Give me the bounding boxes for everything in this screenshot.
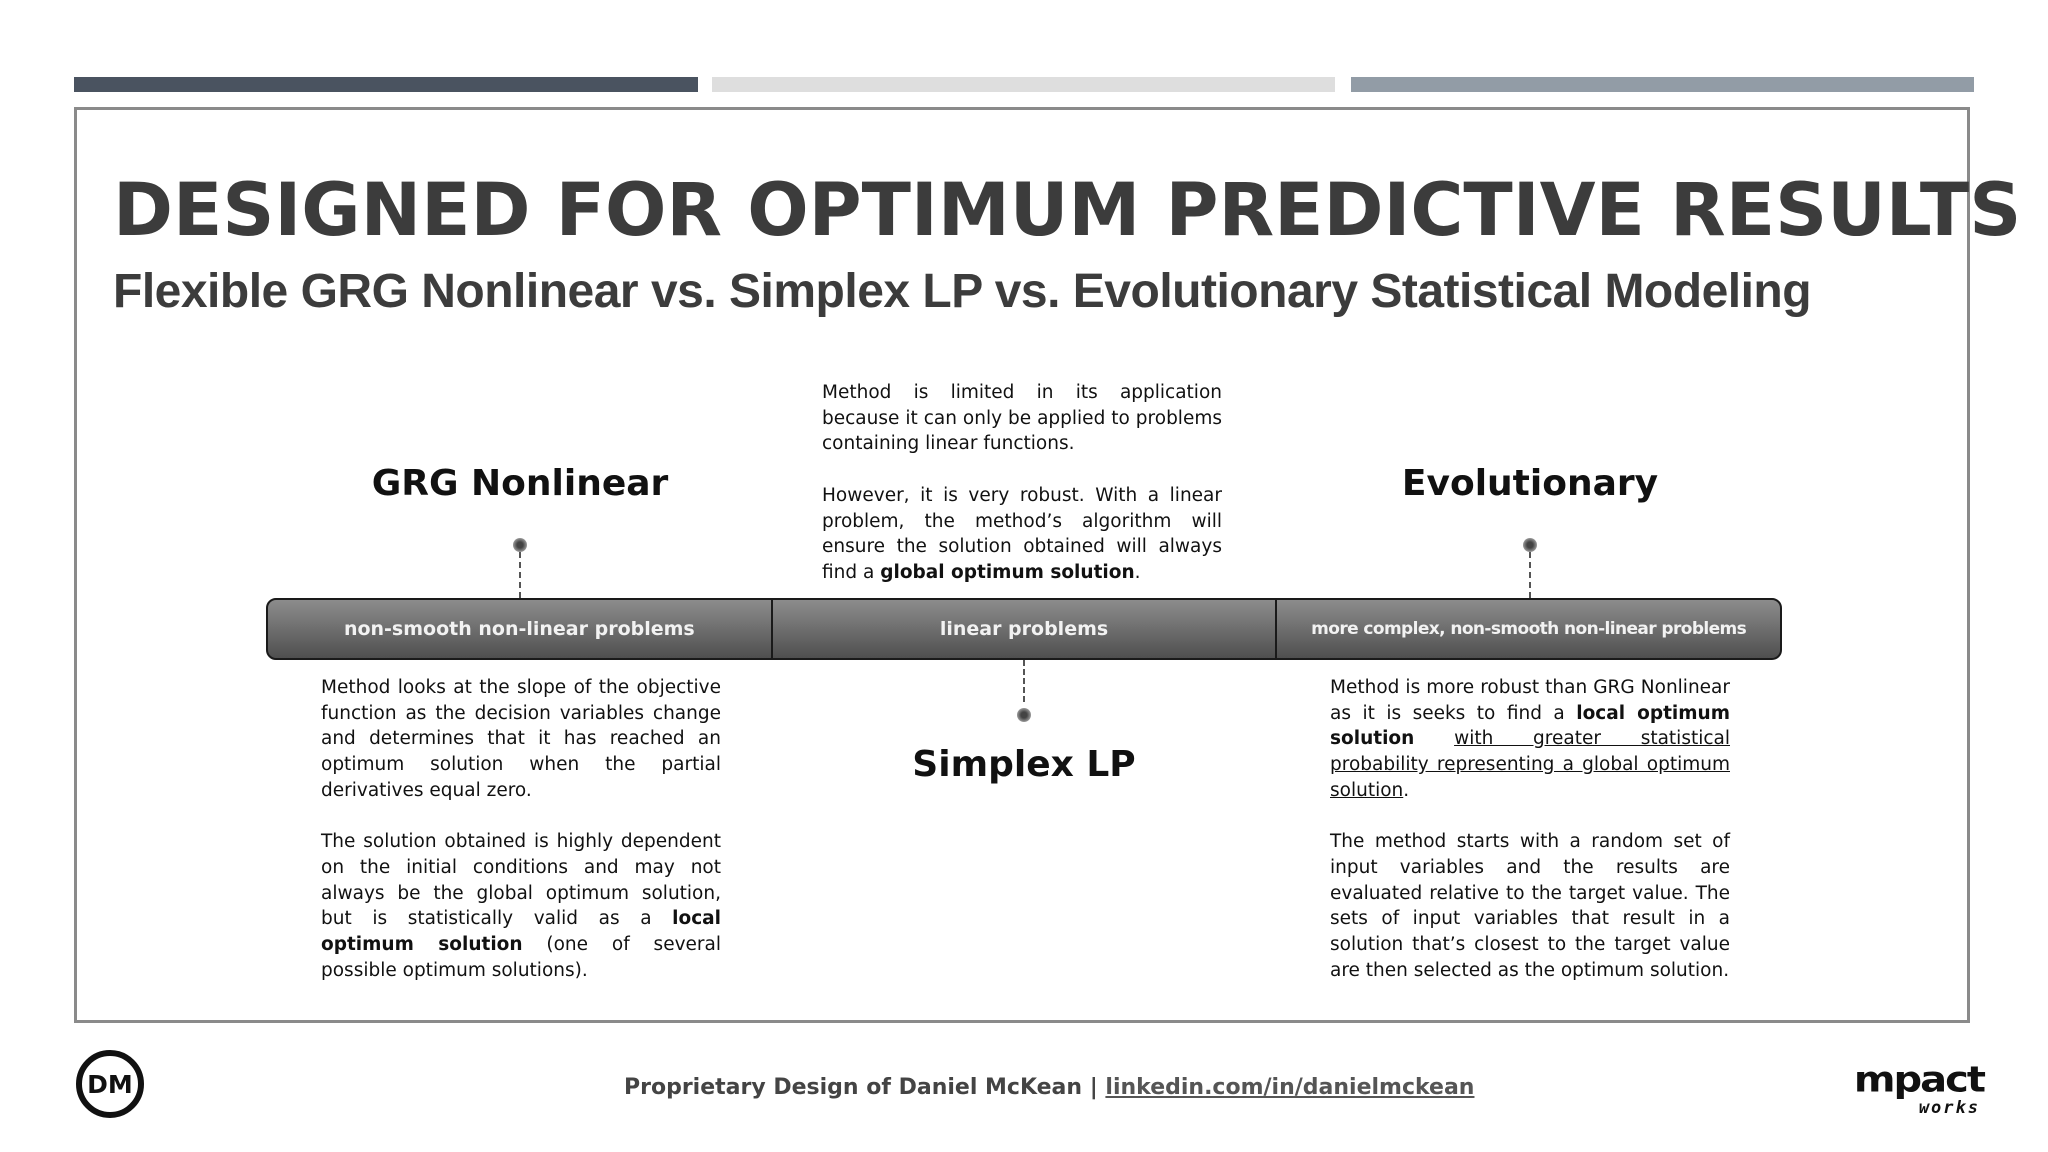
simplex-description <box>822 380 1222 586</box>
grg-connector-line <box>519 552 521 598</box>
problem-type-timeline-bar <box>266 598 1782 660</box>
segment-linear: linear problems <box>771 600 1276 658</box>
grg-nonlinear-heading: GRG Nonlinear <box>371 463 669 504</box>
global-probability-underline: with greater statistical probability representing a global optimum solution <box>1330 728 1730 801</box>
brand-logo-main: mpact <box>1853 1059 1984 1101</box>
simplex-connector-line <box>1023 660 1025 702</box>
segment-non-smooth-non-linear: non-smooth non-linear problems <box>343 618 695 640</box>
evolutionary-paragraph-1: Method is more robust than GRG Nonlinear as it is seeks to find a local optimum solution with greater statistical probability representing a global optimum solution. <box>1330 677 1730 801</box>
evolutionary-connector-node <box>1523 538 1537 552</box>
impact-works-logo <box>1834 1059 1984 1120</box>
evolutionary-heading: Evolutionary <box>1401 463 1659 504</box>
evolutionary-connector-line <box>1529 552 1531 598</box>
footer-credit: Proprietary Design of Daniel McKean | linkedin.com/in/danielmckean <box>624 1075 1475 1100</box>
grg-description <box>321 675 721 983</box>
grg-paragraph-1: Method looks at the slope of the objective function as the decision variables change and determines that it has reached an optimum solution when the partial derivatives equal zero. <box>321 677 721 801</box>
simplex-connector-node <box>1017 708 1031 722</box>
simplex-paragraph-1: Method is limited in its application because it can only be applied to problems containing linear functions. <box>822 382 1222 455</box>
grg-paragraph-2: The solution obtained is highly dependent on the initial conditions and may not always be the global optimum solution, but is statistically valid as a local optimum solution (one of several possible optimum solutions). <box>321 831 721 981</box>
simplex-paragraph-2: However, it is very robust. With a linear problem, the method’s algorithm will ensure the solution obtained will always find a global optimum solution. <box>822 484 1222 583</box>
evolutionary-paragraph-2: The method starts with a random set of input variables and the results are evaluated relative to the target value. The sets of input variables that result in a solution that’s closest to the target value are then selected as the optimum solution. <box>1330 831 1730 981</box>
top-accent-bar-mid <box>1351 77 1974 92</box>
slide-subtitle: Flexible GRG Nonlinear vs. Simplex LP vs. Evolutionary Statistical Modeling <box>113 265 1812 318</box>
grg-connector-node <box>513 538 527 552</box>
linkedin-link[interactable]: linkedin.com/in/danielmckean <box>1105 1075 1475 1100</box>
global-optimum-emphasis: global optimum solution <box>880 561 1135 583</box>
brand-logo-sub: works <box>1918 1098 1980 1118</box>
top-accent-bar-dark <box>74 77 698 92</box>
evolutionary-description <box>1330 675 1730 983</box>
top-accent-bar-light <box>712 77 1335 92</box>
segment-complex-non-smooth: more complex, non-smooth non-linear problems <box>1275 600 1780 658</box>
evolutionary-local-optimum-emphasis: local optimum solution <box>1330 702 1730 750</box>
dm-logo: DM <box>76 1050 144 1118</box>
local-optimum-emphasis: local optimum solution <box>321 908 721 956</box>
slide-title: DESIGNED FOR OPTIMUM PREDICTIVE RESULTS <box>113 168 2022 253</box>
simplex-lp-heading: Simplex LP <box>912 744 1136 785</box>
